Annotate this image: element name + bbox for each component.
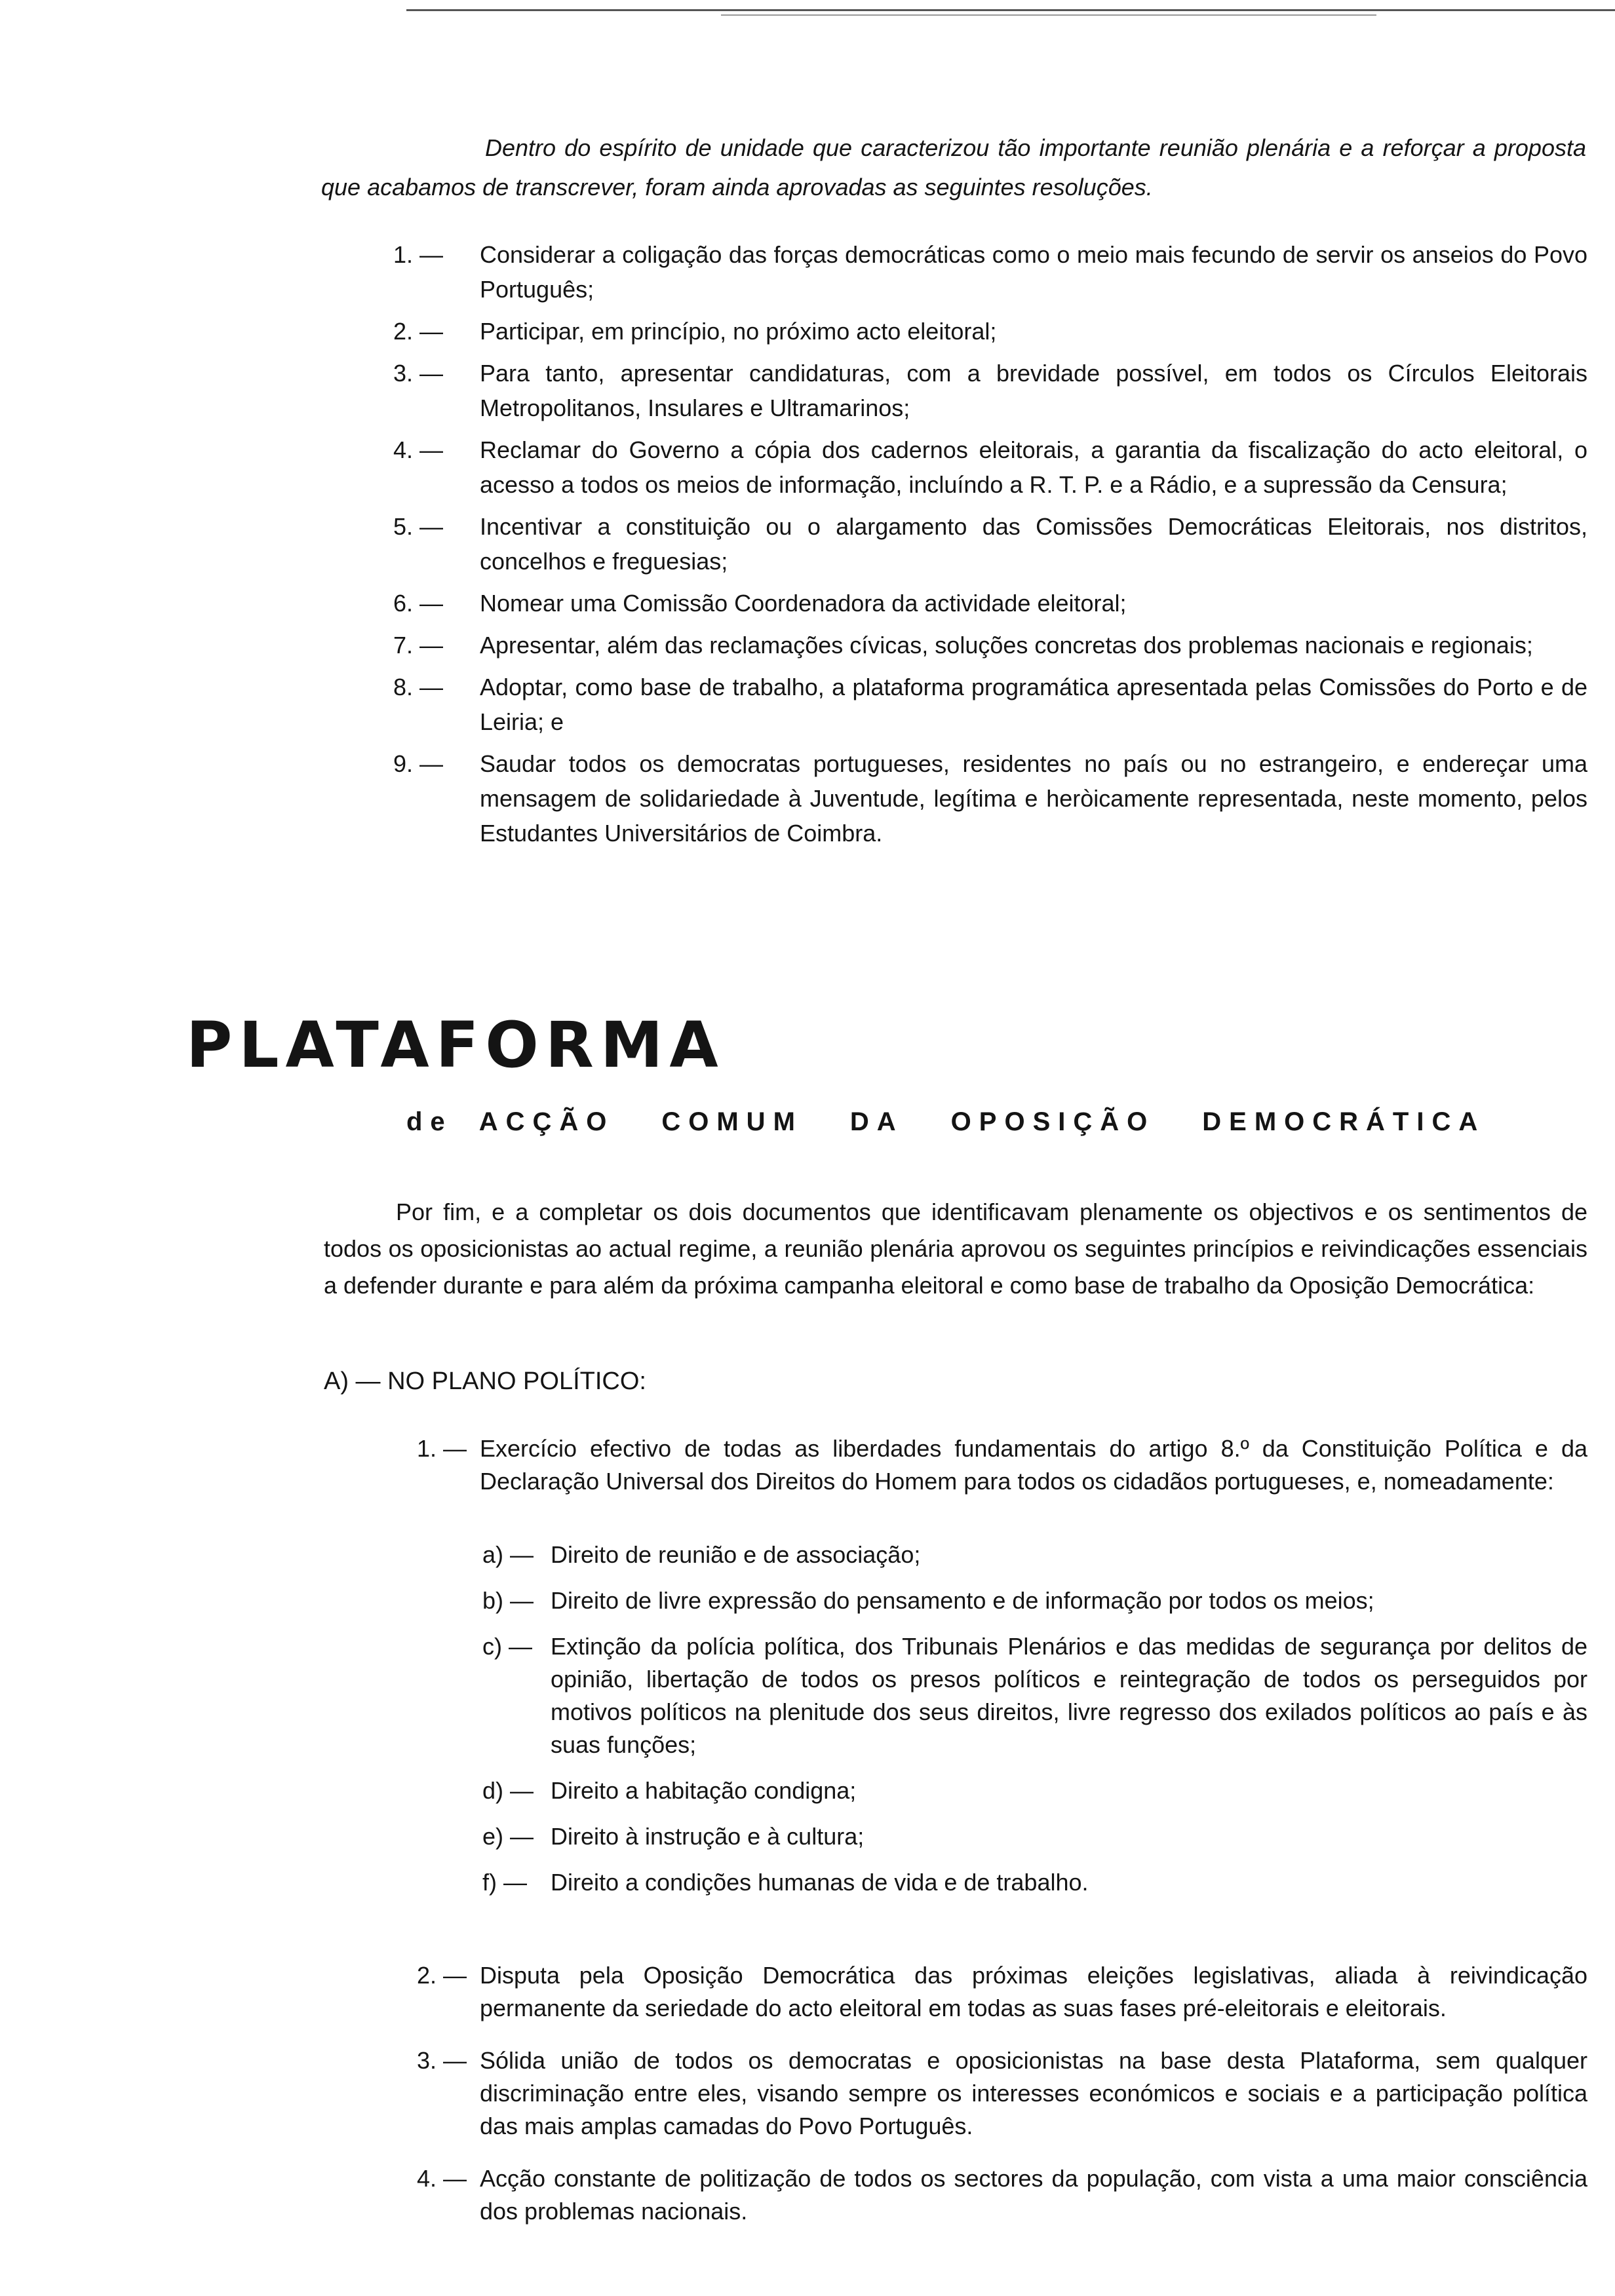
item-number: 4. — <box>417 2165 467 2192</box>
list-item <box>393 356 1587 425</box>
item-number: 9. — <box>393 750 444 777</box>
item-number: 3. — <box>393 360 444 387</box>
item-text: Direito a condições humanas de vida e de trabalho. <box>551 1869 1089 1896</box>
section-heading: A) — NO PLANO POLÍTICO: <box>324 1368 646 1395</box>
item-text: Participar, em princípio, no próximo acto eleitoral; <box>480 318 997 345</box>
sub-list <box>482 1539 1587 1899</box>
page-title: PLATAFORMA <box>186 1008 725 1082</box>
top-rule-secondary <box>721 14 1376 16</box>
item-text: Nomear uma Comissão Coordenadora da actividade eleitoral; <box>480 590 1127 617</box>
item-number: b) — <box>482 1587 534 1614</box>
item-number: 7. — <box>393 632 444 659</box>
item-number: 1. — <box>417 1435 467 1462</box>
list-item <box>393 746 1587 851</box>
item-text: Sólida união de todos os democratas e oposicionistas na base desta Plataforma, sem qualquer discriminação entre eles, visando sempre os interesses económicos e sociais e a participação política das mais amplas camadas do Povo Português. <box>480 2047 1587 2139</box>
item-text: Direito de reunião e de associação; <box>551 1541 921 1568</box>
item-number: f) — <box>482 1869 527 1896</box>
list-item <box>393 509 1587 579</box>
top-rule <box>406 9 1615 11</box>
item-text: Direito à instrução e à cultura; <box>551 1823 865 1850</box>
list-item <box>393 314 1587 349</box>
item-number: 5. — <box>393 513 444 540</box>
resolutions-list <box>393 237 1587 851</box>
plan-list <box>417 1432 1587 1498</box>
item-text: Reclamar do Governo a cópia dos cadernos eleitorais, a garantia da fiscalização do acto eleitoral, o acesso a todos os meios de informação, incluíndo a R. T. P. e a Rádio, e a supressão da Censura; <box>480 436 1587 498</box>
item-text: Apresentar, além das reclamações cívicas, soluções concretas dos problemas nacionais e regionais; <box>480 632 1533 659</box>
item-number: 3. — <box>417 2047 467 2074</box>
item-number: e) — <box>482 1823 534 1850</box>
item-number: 8. — <box>393 674 444 700</box>
item-text: Disputa pela Oposição Democrática das próximas eleições legislativas, aliada à reivindicação permanente da seriedade do acto eleitoral em todas as suas fases pré-eleitorais e eleitorais. <box>480 1962 1587 2021</box>
item-text: Acção constante de politização de todos os sectores da população, com vista a uma maior consciência dos problemas nacionais. <box>480 2165 1587 2225</box>
list-item <box>417 2044 1587 2143</box>
subtitle-word: de <box>406 1107 453 1136</box>
item-number: 2. — <box>393 318 444 345</box>
subtitle-word: ACÇÃO <box>478 1107 615 1136</box>
item-text: Extinção da polícia política, dos Tribunais Plenários e das medidas de segurança por delitos de opinião, libertação de todos os presos políticos e reintegração de todos os perseguidos por motivos políticos na plenitude dos seus direitos, livre regresso dos exilados políticos ao país e às suas funções; <box>551 1633 1587 1758</box>
item-text: Para tanto, apresentar candidaturas, com a brevidade possível, em todos os Círculos Eleitorais Metropolitanos, Insulares e Ultramarinos; <box>480 360 1587 421</box>
item-text: Direito a habitação condigna; <box>551 1777 857 1804</box>
list-item <box>393 670 1587 739</box>
item-number: d) — <box>482 1777 534 1804</box>
subtitle-word: DA <box>849 1107 904 1136</box>
list-item <box>482 1866 1587 1899</box>
item-text: Direito de livre expressão do pensamento e de informação por todos os meios; <box>551 1587 1374 1614</box>
item-number: 2. — <box>417 1962 467 1989</box>
item-number: 4. — <box>393 436 444 463</box>
list-item <box>482 1630 1587 1761</box>
list-item <box>417 1959 1587 2025</box>
list-item <box>482 1820 1587 1853</box>
subtitle-word: OPOSIÇÃO <box>950 1107 1156 1136</box>
item-text: Considerar a coligação das forças democráticas como o meio mais fecundo de servir os anseios do Povo Português; <box>480 241 1587 303</box>
item-text: Saudar todos os democratas portugueses, residentes no país ou no estrangeiro, e endereçar uma mensagem de solidariedade à Juventude, legítima e heròicamente representada, neste momento, pelos Estudantes Universitários de Coimbra. <box>480 750 1587 847</box>
list-item <box>393 237 1587 307</box>
list-item <box>482 1539 1587 1571</box>
plan-list-continued <box>417 1959 1587 2228</box>
page-subtitle <box>406 1102 1587 1141</box>
list-item <box>393 586 1587 621</box>
subtitle-word: DEMOCRÁTICA <box>1202 1107 1486 1136</box>
list-item <box>482 1584 1587 1617</box>
item-number: 6. — <box>393 590 444 617</box>
item-text: Incentivar a constituição ou o alargamento das Comissões Democráticas Eleitorais, nos distritos, concelhos e freguesias; <box>480 513 1587 575</box>
intro-paragraph: Dentro do espírito de unidade que caracterizou tão importante reunião plenária e a reforçar a proposta que acabamos de transcrever, foram ainda aprovadas as seguintes resoluções. <box>321 134 1586 201</box>
item-number: 1. — <box>393 241 444 268</box>
body-paragraph: Por fim, e a completar os dois documentos que identificavam plenamente os objectivos e os sentimentos de todos os oposicionistas ao actual regime, a reunião plenária aprovou os seguintes princípios e reivindicações essenciais a defender durante e para além da próxima campanha eleitoral e como base de trabalho da Oposição Democrática: <box>324 1198 1587 1299</box>
item-text: Adoptar, como base de trabalho, a plataforma programática apresentada pelas Comissões do Porto e de Leiria; e <box>480 674 1587 735</box>
item-text: Exercício efectivo de todas as liberdades fundamentais do artigo 8.º da Constituição Política e da Declaração Universal dos Direitos do Homem para todos os cidadãos portugueses, e, nomeadamente: <box>480 1435 1587 1495</box>
list-item <box>417 1432 1587 1498</box>
list-item <box>482 1774 1587 1807</box>
list-item <box>393 432 1587 502</box>
subtitle-word: COMUM <box>661 1107 803 1136</box>
item-number: c) — <box>482 1633 532 1660</box>
item-number: a) — <box>482 1541 534 1568</box>
list-item <box>393 628 1587 662</box>
list-item <box>417 2162 1587 2228</box>
